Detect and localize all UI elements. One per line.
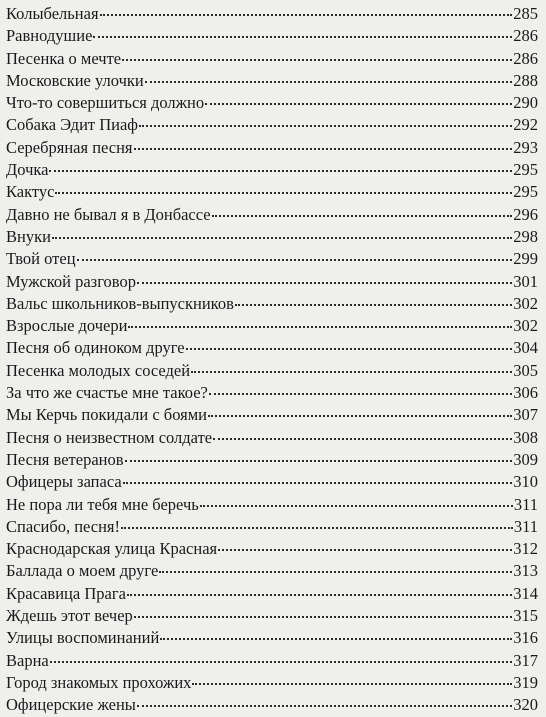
- toc-dot-leader: [134, 615, 512, 618]
- toc-dot-leader: [186, 347, 513, 350]
- toc-entry-title: Песня о неизвестном солдате: [6, 427, 213, 447]
- toc-entry-title: Внуки: [6, 226, 51, 246]
- toc-dot-leader: [134, 147, 513, 150]
- toc-entry-page-number: 306: [513, 383, 538, 403]
- toc-dot-leader: [137, 704, 512, 707]
- toc-dot-leader: [209, 392, 512, 395]
- toc-dot-leader: [191, 370, 512, 373]
- toc-entry-page-number: 302: [513, 293, 538, 313]
- toc-dot-leader: [49, 169, 512, 172]
- toc-dot-leader: [160, 637, 512, 640]
- toc-entry-page-number: 312: [513, 539, 538, 559]
- toc-entry: [6, 650, 538, 672]
- toc-entry: [6, 293, 538, 315]
- table-of-contents: [6, 3, 538, 717]
- toc-entry-page-number: 301: [513, 271, 538, 291]
- toc-entry-page-number: 305: [513, 360, 538, 380]
- toc-entry-title: Вальс школьников-выпускников: [6, 293, 234, 313]
- toc-entry-title: Город знакомых прохожих: [6, 672, 192, 692]
- toc-entry: [6, 560, 538, 582]
- toc-entry: [6, 360, 538, 382]
- toc-entry-page-number: 319: [513, 672, 538, 692]
- toc-entry-page-number: 317: [513, 650, 538, 670]
- toc-entry-title: Твой отец: [6, 249, 76, 269]
- toc-entry-title: Песня об одиноком друге: [6, 338, 185, 358]
- toc-entry-page-number: 307: [513, 405, 538, 425]
- toc-entry-title: Не пора ли тебя мне беречь: [6, 494, 199, 514]
- toc-entry-page-number: 313: [513, 561, 538, 581]
- toc-entry-title: За что же счастье мне такое?: [6, 383, 208, 403]
- toc-entry: [6, 427, 538, 449]
- toc-entry-page-number: 320: [513, 695, 538, 715]
- toc-entry-title: Собака Эдит Пиаф: [6, 115, 138, 135]
- toc-entry-title: Баллада о моем друге: [6, 561, 159, 581]
- toc-entry-title: Улицы воспоминаний: [6, 628, 160, 648]
- toc-entry: [6, 694, 538, 716]
- toc-dot-leader: [208, 414, 512, 417]
- toc-dot-leader: [192, 682, 512, 685]
- toc-entry-page-number: 302: [513, 316, 538, 336]
- toc-entry: [6, 494, 538, 516]
- toc-entry-title: Колыбельная: [6, 4, 99, 23]
- toc-entry-title: Песенка о мечте: [6, 48, 122, 68]
- toc-entry: [6, 181, 538, 203]
- toc-dot-leader: [77, 258, 513, 261]
- toc-entry-page-number: 286: [513, 48, 538, 68]
- toc-dot-leader: [212, 214, 513, 217]
- toc-entry-page-number: 295: [513, 160, 538, 180]
- toc-entry-page-number: 310: [513, 472, 538, 492]
- toc-entry-title: Мужской разговор: [6, 271, 136, 291]
- toc-entry: [6, 159, 538, 181]
- toc-entry-title: Ждешь этот вечер: [6, 606, 133, 626]
- toc-entry-title: Дочка: [6, 160, 49, 180]
- toc-dot-leader: [218, 548, 512, 551]
- toc-entry-page-number: 296: [513, 204, 538, 224]
- toc-entry-page-number: 314: [513, 583, 538, 603]
- toc-entry: [6, 271, 538, 293]
- toc-entry: [6, 92, 538, 114]
- toc-dot-leader: [127, 593, 512, 596]
- toc-entry: [6, 605, 538, 627]
- toc-entry-page-number: 309: [513, 449, 538, 469]
- toc-entry-page-number: 316: [513, 628, 538, 648]
- toc-entry: [6, 114, 538, 136]
- toc-entry-page-number: 293: [513, 137, 538, 157]
- toc-entry-title: Варна: [6, 650, 49, 670]
- toc-entry-page-number: 311: [513, 516, 538, 536]
- toc-entry: [6, 226, 538, 248]
- toc-entry-page-number: 308: [513, 427, 538, 447]
- toc-entry: [6, 3, 538, 25]
- toc-entry: [6, 25, 538, 47]
- toc-dot-leader: [55, 191, 512, 194]
- toc-entry-page-number: 298: [513, 226, 538, 246]
- toc-entry-title: Равнодушие: [6, 26, 93, 46]
- toc-entry-page-number: 285: [513, 4, 538, 23]
- toc-dot-leader: [200, 504, 513, 507]
- toc-entry-page-number: 315: [513, 606, 538, 626]
- toc-entry-page-number: 304: [513, 338, 538, 358]
- toc-entry-title: Офицерские жены: [6, 695, 136, 715]
- toc-entry-title: Взрослые дочери: [6, 316, 128, 336]
- toc-entry-page-number: 292: [513, 115, 538, 135]
- toc-entry-title: Московские улочки: [6, 70, 144, 90]
- toc-entry-page-number: 286: [513, 26, 538, 46]
- toc-entry: [6, 315, 538, 337]
- toc-dot-leader: [128, 325, 512, 328]
- toc-entry: [6, 70, 538, 92]
- toc-entry-title: Кактус: [6, 182, 55, 202]
- toc-entry-page-number: 288: [513, 70, 538, 90]
- toc-dot-leader: [125, 459, 513, 462]
- toc-entry-title: Спасибо, песня!: [6, 516, 121, 536]
- toc-dot-leader: [139, 124, 512, 127]
- toc-dot-leader: [205, 102, 512, 105]
- toc-dot-leader: [121, 526, 513, 529]
- toc-entry: [6, 672, 538, 694]
- toc-dot-leader: [122, 58, 512, 61]
- toc-entry-title: Мы Керчь покидали с боями: [6, 405, 207, 425]
- toc-entry: [6, 248, 538, 270]
- toc-entry-title: Давно не бывал я в Донбассе: [6, 204, 211, 224]
- toc-entry-title: Серебряная песня: [6, 137, 133, 157]
- toc-entry-title: Краснодарская улица Красная: [6, 539, 218, 559]
- toc-entry-title: Песня ветеранов: [6, 449, 124, 469]
- toc-entry: [6, 627, 538, 649]
- toc-dot-leader: [123, 481, 513, 484]
- toc-entry-page-number: 311: [513, 494, 538, 514]
- toc-entry-page-number: 295: [513, 182, 538, 202]
- toc-dot-leader: [52, 236, 512, 239]
- toc-entry: [6, 48, 538, 70]
- toc-dot-leader: [145, 80, 513, 83]
- toc-dot-leader: [93, 35, 512, 38]
- toc-entry-page-number: 299: [513, 249, 538, 269]
- toc-entry: [6, 449, 538, 471]
- toc-entry: [6, 516, 538, 538]
- toc-dot-leader: [137, 281, 512, 284]
- toc-entry-title: Офицеры запаса: [6, 472, 122, 492]
- toc-dot-leader: [100, 13, 513, 16]
- toc-dot-leader: [213, 437, 512, 440]
- toc-entry: [6, 137, 538, 159]
- toc-entry-page-number: 290: [513, 93, 538, 113]
- toc-dot-leader: [159, 570, 512, 573]
- toc-entry: [6, 583, 538, 605]
- toc-entry: [6, 471, 538, 493]
- toc-entry: [6, 337, 538, 359]
- toc-entry: [6, 382, 538, 404]
- toc-entry-title: Песенка молодых соседей: [6, 360, 191, 380]
- toc-entry: [6, 404, 538, 426]
- toc-dot-leader: [50, 660, 513, 663]
- toc-entry: [6, 204, 538, 226]
- toc-entry-title: Что-то совершиться должно: [6, 93, 205, 113]
- toc-dot-leader: [235, 303, 512, 306]
- toc-entry-title: Красавица Прага: [6, 583, 126, 603]
- toc-entry: [6, 538, 538, 560]
